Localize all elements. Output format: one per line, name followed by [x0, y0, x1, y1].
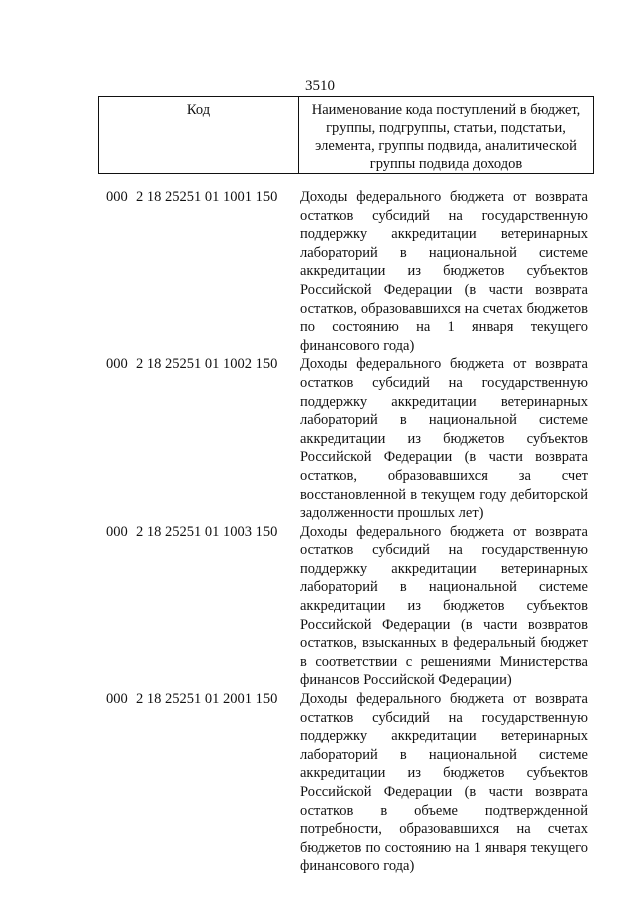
table-row — [98, 690, 598, 876]
admin-code: 000 — [106, 356, 128, 373]
page-number: 3510 — [305, 78, 335, 94]
budget-code: 2 18 25251 01 1001 150 — [136, 189, 278, 205]
admin-code: 000 — [106, 523, 128, 540]
table-row — [98, 523, 598, 690]
income-description: Доходы федерального бюджета от возврата остатков субсидий на государственную поддержку аккредитации ветеринарных лабораторий в национальной системе аккредитации из бюджетов субъектов Российской Федерации (в части возвратов остатков, взысканных в федеральный бюджет в соответствии с решениями Министерства финансов Российской Федерации) — [300, 523, 588, 689]
table-header — [98, 96, 594, 174]
income-description: Доходы федерального бюджета от возврата остатков субсидий на государственную поддержку аккредитации ветеринарных лабораторий в национальной системе аккредитации из бюджетов субъектов Российской Федерации (в части возврата остатков, образовавшихся за счет восстановленной в текущем году дебиторской задолженности прошлых лет) — [300, 356, 588, 522]
income-description: Доходы федерального бюджета от возврата остатков субсидий на государственную поддержку аккредитации ветеринарных лабораторий в национальной системе аккредитации из бюджетов субъектов Российской Федерации (в части возврата остатков в объеме подтвержденной потребности, образовавшихся на счетах бюджетов по состоянию на 1 января текущего финансового года) — [300, 691, 588, 875]
admin-code: 000 — [106, 189, 128, 205]
table-row — [98, 188, 598, 355]
header-name-column: Наименование кода поступлений в бюджет, группы, подгруппы, статьи, подстатьи, элемента, группы подвида, аналитической группы подвида доходов — [311, 102, 581, 172]
entries-list — [98, 188, 598, 876]
budget-code: 2 18 25251 01 1002 150 — [136, 356, 278, 373]
table-row — [98, 355, 598, 522]
budget-code: 2 18 25251 01 1003 150 — [136, 523, 278, 540]
header-code-column: Код — [99, 97, 299, 173]
admin-code: 000 — [106, 691, 128, 708]
income-description: Доходы федерального бюджета от возврата остатков субсидий на государственную поддержку аккредитации ветеринарных лабораторий в национальной системе аккредитации из бюджетов субъектов Российской Федерации (в части возврата остатков, образовавшихся на счетах бюджетов по состоянию на 1 января текущего финансового года) — [300, 189, 588, 354]
budget-code: 2 18 25251 01 2001 150 — [136, 691, 278, 708]
